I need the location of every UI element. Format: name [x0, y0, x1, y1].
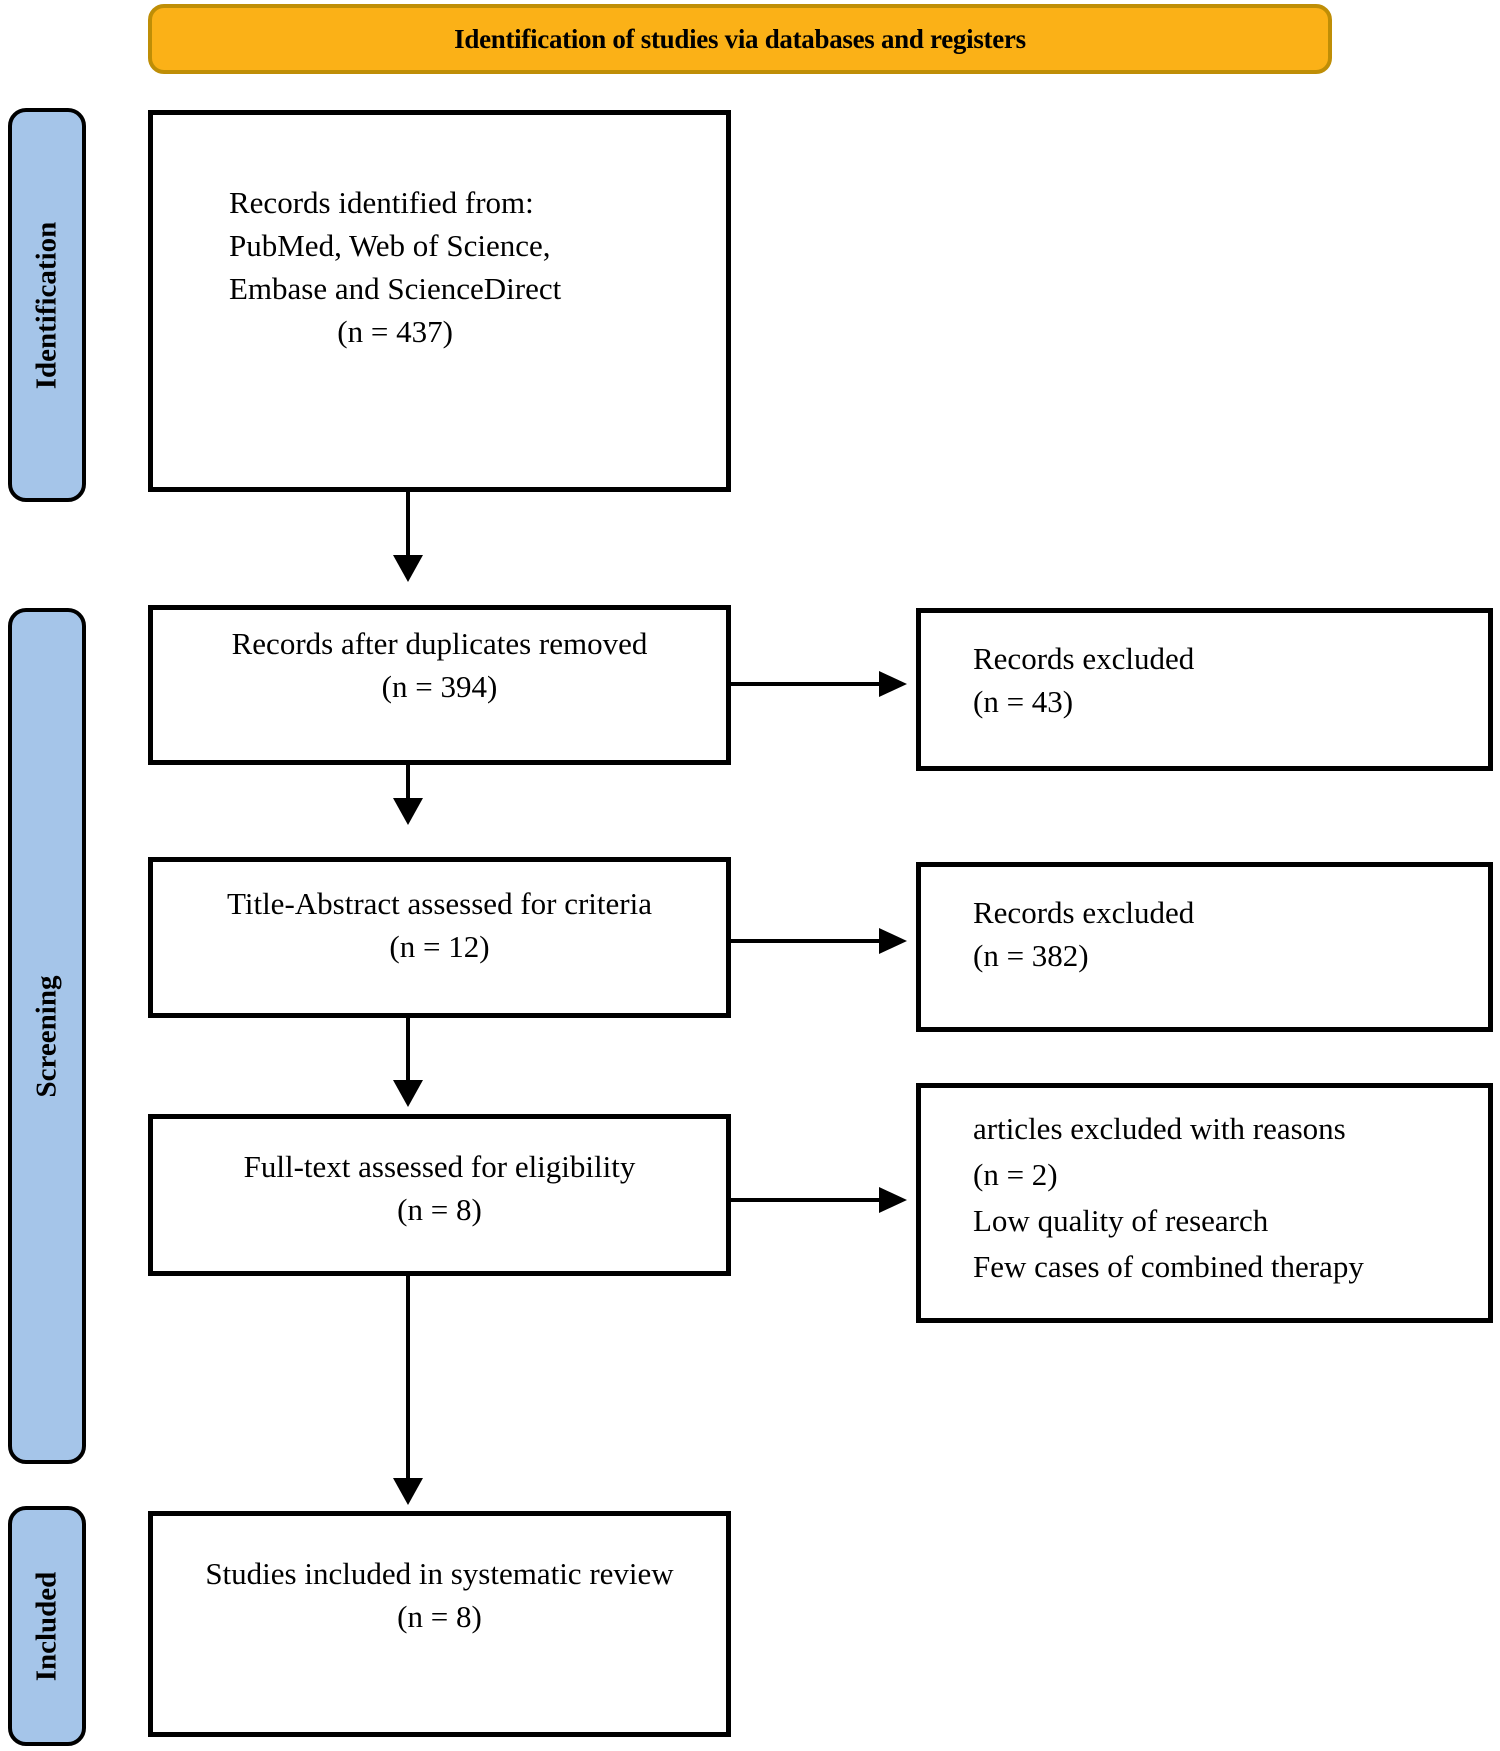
text-line: Title-Abstract assessed for criteria — [227, 886, 652, 921]
arrow-line — [406, 1276, 410, 1480]
stage-label-included — [8, 1506, 86, 1746]
box-full-text-assessed — [148, 1114, 731, 1276]
arrow-line — [731, 1198, 879, 1202]
text-line: Full-text assessed for eligibility — [243, 1149, 636, 1184]
exclusion-reason: Low quality of research — [973, 1203, 1269, 1238]
exclusion-reason: Few cases of combined therapy — [973, 1249, 1364, 1284]
arrow-head-down — [393, 1478, 423, 1505]
stage-label-identification-text: Identification — [30, 221, 63, 389]
text-line: articles excluded with reasons — [973, 1111, 1346, 1146]
box-records-excluded-duplicates — [916, 608, 1493, 771]
box-records-excluded-title-abstract — [916, 862, 1493, 1032]
arrow-line — [731, 939, 879, 943]
banner — [148, 4, 1332, 74]
record-count: (n = 2) — [973, 1157, 1058, 1192]
text-line: Records excluded — [973, 641, 1195, 676]
stage-label-screening-text: Screening — [30, 975, 63, 1097]
arrow-head-down — [393, 798, 423, 825]
text-line: Records identified from: — [229, 185, 534, 220]
box-records-identified-text — [229, 181, 561, 353]
record-count: (n = 12) — [389, 929, 490, 964]
record-count: (n = 394) — [381, 669, 498, 704]
record-count: (n = 8) — [397, 1599, 482, 1634]
stage-label-screening — [8, 608, 86, 1464]
arrow-line — [406, 492, 410, 558]
text-line: Studies included in systematic review — [205, 1556, 674, 1591]
arrow-line — [731, 682, 879, 686]
record-count: (n = 437) — [337, 314, 453, 349]
stage-label-included-text: Included — [30, 1571, 63, 1681]
box-articles-excluded-reasons — [916, 1083, 1493, 1323]
stage-label-identification — [8, 108, 86, 502]
text-line: Records excluded — [973, 895, 1195, 930]
arrow-line — [406, 1018, 410, 1082]
banner-title: Identification of studies via databases and registers — [454, 23, 1026, 54]
arrow-head-right — [879, 928, 907, 954]
arrow-head-right — [879, 1187, 907, 1213]
record-count: (n = 43) — [973, 684, 1074, 719]
record-count: (n = 382) — [973, 938, 1089, 973]
arrow-line — [406, 765, 410, 800]
box-duplicates-removed — [148, 605, 731, 765]
box-studies-included — [148, 1511, 731, 1737]
arrow-head-down — [393, 1080, 423, 1107]
box-records-identified — [148, 110, 731, 492]
text-line: Embase and ScienceDirect — [229, 271, 562, 306]
box-title-abstract-assessed — [148, 857, 731, 1018]
text-line: PubMed, Web of Science, — [229, 228, 551, 263]
arrow-head-down — [393, 555, 423, 582]
arrow-head-right — [879, 671, 907, 697]
record-count: (n = 8) — [397, 1192, 482, 1227]
text-line: Records after duplicates removed — [231, 626, 648, 661]
